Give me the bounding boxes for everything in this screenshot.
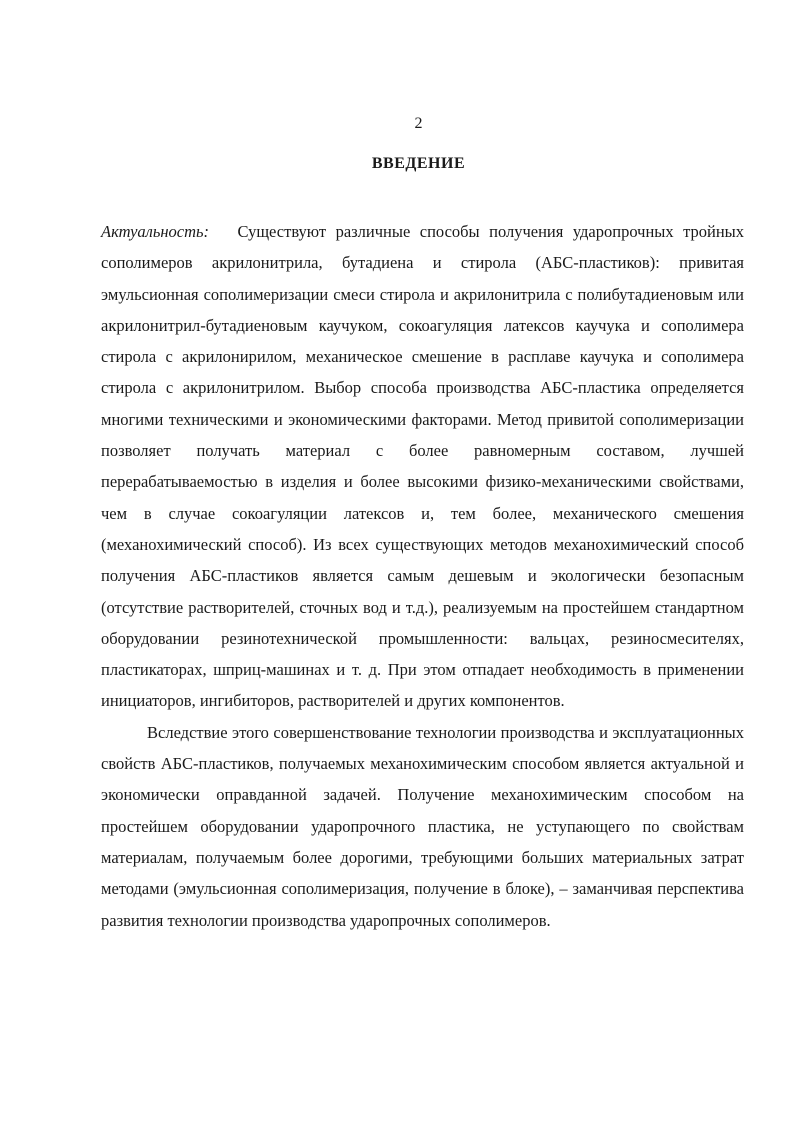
paragraph-text: Вследствие этого совершенствование технологии производства и эксплуатационных свойств АБС-пластиков, получаемых механохимическим способом является актуальной и экономически оправданной задачей. Получение механохимическим способом на простейшем оборудовании ударопрочного пластика, не уступающего по свойствам материалам, получаемым более дорогими, требующими больших материальных затрат методами (эмульсионная сополимеризация, получение в блоке), – заманчивая перспектива развития технологии производства ударопрочных сополимеров. <box>101 722 744 930</box>
paragraph-relevance <box>101 216 744 717</box>
section-heading: ВВЕДЕНИЕ <box>371 155 466 172</box>
document-body <box>101 216 744 936</box>
paragraph-lead: Актуальность: <box>101 222 210 241</box>
paragraph-text: Существуют различные способы получения ударопрочных тройных сополимеров акрилонитрила, бутадиена и стирола (АБС-пластиков): привитая эмульсионная сополимеризации смеси стирола и акрилонитрила с полибутадиеновым или акрилонитрил-бутадиеновым каучуком, сокоагуляция латексов каучука и сополимера стирола с акрилонирилом, механическое смешение в расплаве каучука и сополимера стирола с акрилонитрилом. Выбор способа производства АБС-пластика определяется многими техническими и экономическими факторами. Метод привитой сополимеризации позволяет получать материал с более равномерным составом, лучшей перерабатываемостью в изделия и более высокими физико-механическими свойствами, чем в случае сокоагуляции латексов и, тем более, механического смешения (механохимический способ). Из всех существующих методов механохимический способ получения АБС-пластиков является самым дешевым и экологически безопасным (отсутствие растворителей, сточных вод и т.д.), реализуемым на простейшем стандартном оборудовании резинотехнической промышленности: вальцах, резиносмесителях, пластикаторах, шприц-машинах и т. д. При этом отпадает необходимость в применении инициаторов, ингибиторов, растворителей и других компонентов. <box>101 222 745 711</box>
page-number: 2 <box>414 115 423 132</box>
paragraph-consequence <box>101 717 744 936</box>
